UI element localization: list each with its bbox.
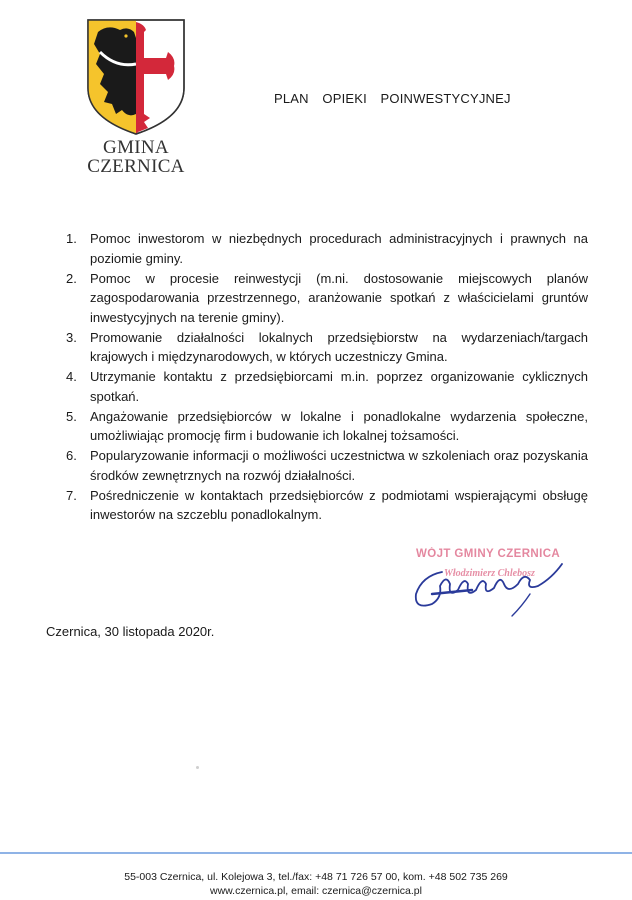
item-number: 3. (66, 329, 77, 345)
list-item (66, 486, 588, 525)
item-number: 2. (66, 270, 77, 286)
footer (0, 870, 632, 898)
item-text: Pomoc w procesie reinwestycji (m.ni. dostosowanie miejscowych planów zagospodarowania przestrzennego, aranżowanie spotkań z właścicielami gruntów inwestycyjnych na terenie gminy). (90, 270, 588, 325)
list-item (66, 269, 588, 328)
logo-line-2: CZERNICA (87, 156, 185, 177)
scan-speck (196, 766, 199, 769)
list-item (66, 446, 588, 485)
item-text: Pośredniczenie w kontaktach przedsiębiorców z podmiotami wspierającymi obsługę inwestorów na szczeblu ponadlokalnym. (90, 487, 588, 522)
list-item (66, 407, 588, 446)
item-number: 7. (66, 487, 77, 503)
item-text: Pomoc inwestorom w niezbędnych procedurach administracyjnych i prawnych na poziomie gminy. (90, 231, 588, 266)
item-text: Promowanie działalności lokalnych przedsiębiorstw na wydarzeniach/targach krajowych i międzynarodowych, w których uczestniczy Gmina. (90, 329, 588, 364)
list-item (66, 328, 588, 367)
footer-address: 55-003 Czernica, ul. Kolejowa 3, tel./fax: +48 71 726 57 00, kom. +48 502 735 269 (124, 871, 508, 883)
footer-contact: www.czernica.pl, email: czernica@czernica.pl (210, 885, 422, 897)
document-title: PLAN OPIEKI POINWESTYCYJNEJ (274, 91, 511, 106)
document-date: Czernica, 30 listopada 2020r. (46, 624, 215, 639)
list-item (66, 229, 588, 268)
item-number: 1. (66, 231, 77, 246)
logo-line-1: GMINA (103, 137, 169, 158)
stamp-name: Włodzimierz Chlebosz (444, 568, 535, 579)
logo-text (78, 138, 194, 176)
signature-block (412, 548, 592, 618)
item-number: 6. (66, 448, 77, 463)
handwritten-signature-icon (412, 554, 582, 618)
item-text: Angażowanie przedsiębiorców w lokalne i ponadlokalne wydarzenia społeczne, umożliwiając promocję firm i budowanie ich lokalnej tożsamości. (90, 408, 588, 443)
footer-divider (0, 852, 632, 854)
list-item (66, 367, 588, 406)
plan-list (66, 229, 588, 525)
item-text: Popularyzowanie informacji o możliwości uczestnictwa w szkoleniach oraz pozyskania środków zewnętrznych na rozwój działalności. (90, 448, 588, 483)
item-number: 4. (66, 369, 77, 384)
stamp-title: WÓJT GMINY CZERNICA (416, 548, 561, 560)
item-number: 5. (66, 408, 77, 424)
item-text: Utrzymanie kontaktu z przedsiębiorcami m.in. poprzez organizowanie cyklicznych spotkań. (90, 369, 588, 404)
